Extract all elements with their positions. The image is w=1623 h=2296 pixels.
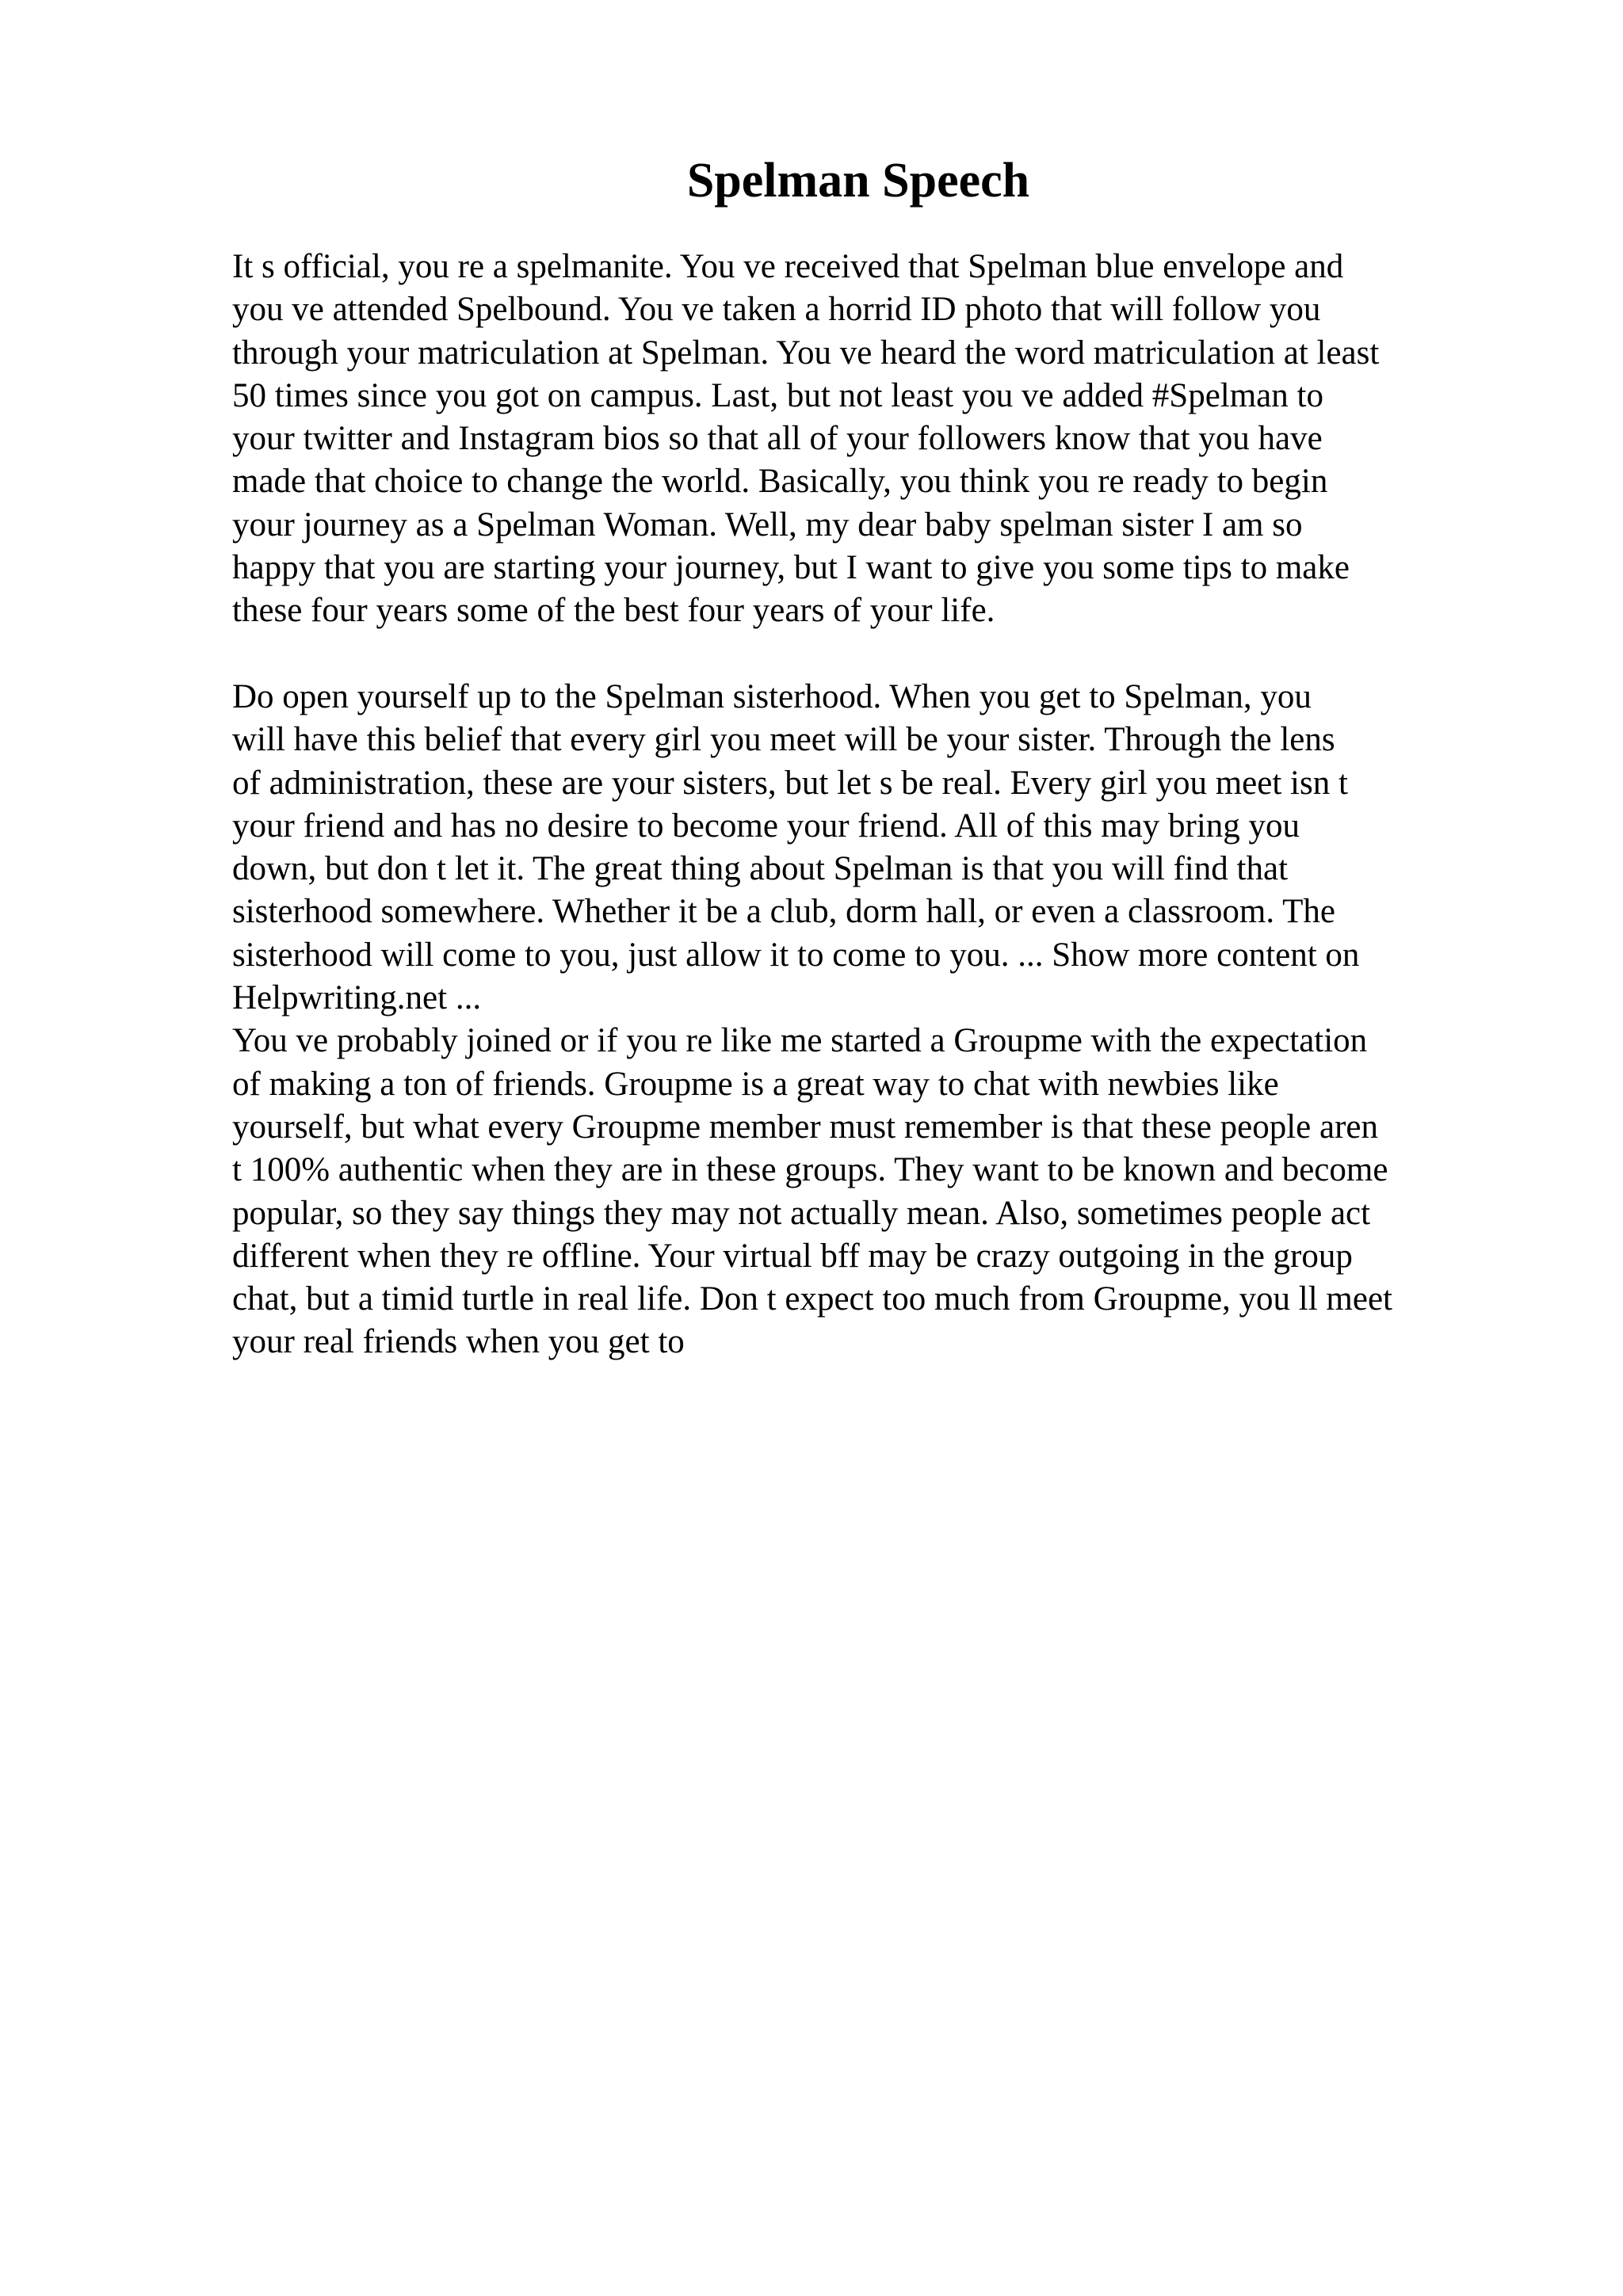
text-line: happy that you are starting your journey, but I want to give you some tips to make (232, 549, 1350, 587)
text-line: 50 times since you got on campus. Last, but not least you ve added #Spelman to (232, 376, 1323, 414)
paragraph-spacer (232, 633, 1500, 676)
text-line: these four years some of the best four years of your life. (232, 592, 995, 630)
paragraph-2 (232, 676, 1500, 1020)
document-body (232, 246, 1500, 1364)
text-line: popular, so they say things they may not actually mean. Also, sometimes people act (232, 1194, 1371, 1232)
page-title: Spelman Speech (686, 154, 1030, 208)
text-line: It s official, you re a spelmanite. You ve received that Spelman blue envelope and (232, 248, 1344, 285)
text-line: down, but don t let it. The great thing about Spelman is that you will find that (232, 850, 1289, 888)
text-line: through your matriculation at Spelman. You ve heard the word matriculation at least (232, 334, 1380, 372)
text-line: of making a ton of friends. Groupme is a great way to chat with newbies like (232, 1065, 1279, 1103)
text-line: will have this belief that every girl you meet will be your sister. Through the lens (232, 721, 1335, 759)
text-line: you ve attended Spelbound. You ve taken a horrid ID photo that will follow you (232, 291, 1321, 329)
text-line: You ve probably joined or if you re like me started a Groupme with the expectation (232, 1022, 1368, 1060)
text-line: your real friends when you get to (232, 1323, 685, 1361)
paragraph-3 (232, 1020, 1500, 1363)
text-line: made that choice to change the world. Basically, you think you re ready to begin (232, 463, 1328, 501)
text-line: chat, but a timid turtle in real life. Don t expect too much from Groupme, you ll meet (232, 1280, 1392, 1318)
text-line: t 100% authentic when they are in these groups. They want to be known and become (232, 1151, 1388, 1189)
text-line: your friend and has no desire to become your friend. All of this may bring you (232, 807, 1300, 845)
text-line: sisterhood will come to you, just allow it to come to you. ... Show more content on (232, 936, 1360, 974)
text-line: your journey as a Spelman Woman. Well, my dear baby spelman sister I am so (232, 505, 1303, 543)
paragraph-1 (232, 246, 1500, 633)
text-line: of administration, these are your sisters, but let s be real. Every girl you meet isn t (232, 764, 1348, 802)
text-line: sisterhood somewhere. Whether it be a club, dorm hall, or even a classroom. The (232, 893, 1335, 931)
text-line: different when they re offline. Your virtual bff may be crazy outgoing in the group (232, 1237, 1353, 1275)
text-line: yourself, but what every Groupme member must remember is that these people aren (232, 1108, 1379, 1146)
text-line: Do open yourself up to the Spelman sisterhood. When you get to Spelman, you (232, 677, 1312, 715)
text-line: Helpwriting.net ... (232, 979, 482, 1017)
text-line: your twitter and Instagram bios so that all of your followers know that you have (232, 420, 1323, 458)
